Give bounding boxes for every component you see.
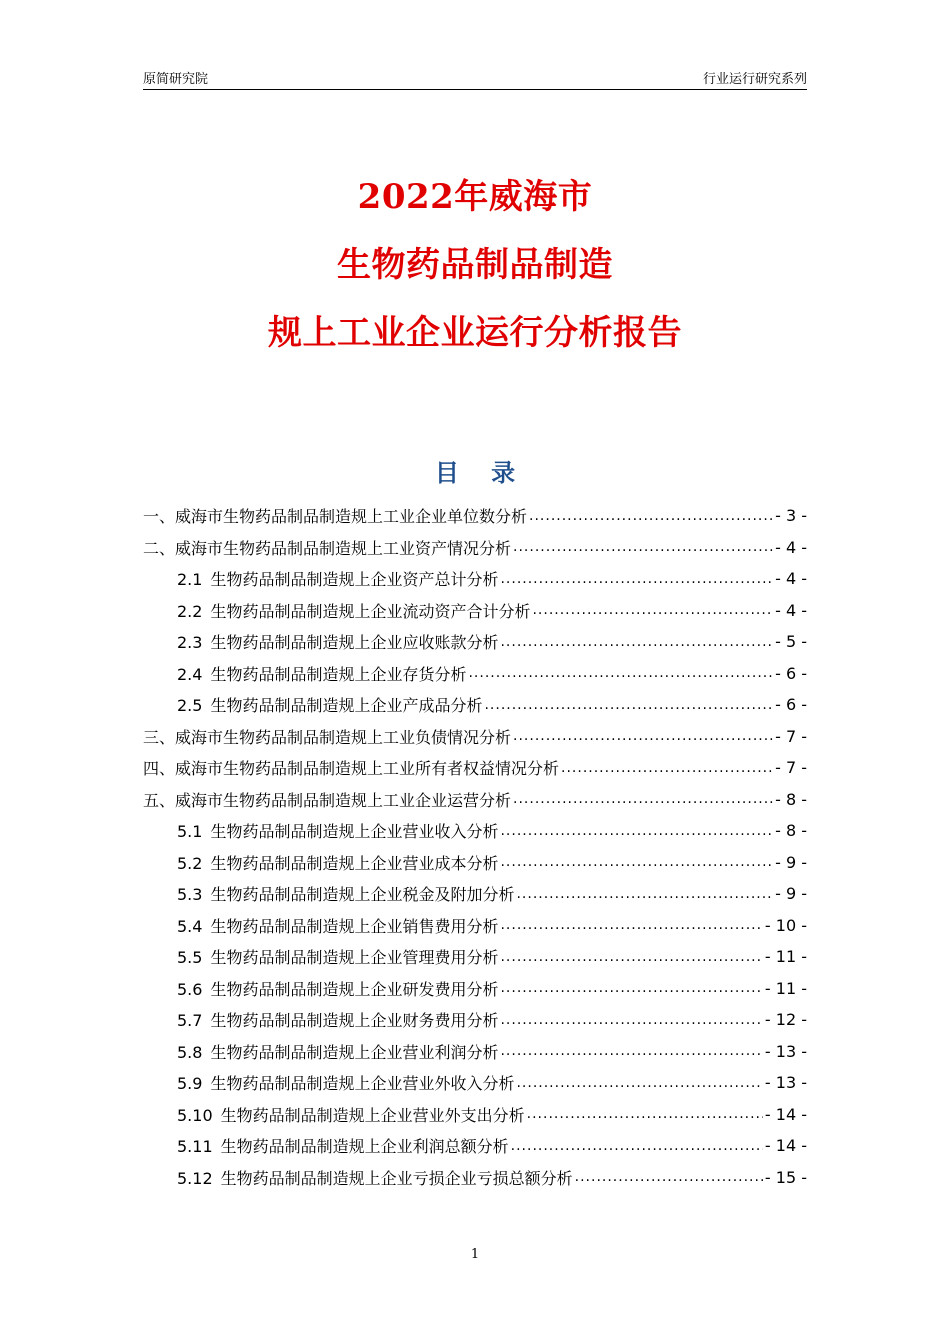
toc-entry-label: 生物药品制品制造规上企业利润总额分析: [220, 1137, 509, 1157]
header-left-text: 原简研究院: [143, 72, 209, 87]
toc-entry-title: [177, 662, 466, 685]
toc-entry-number: 5.4: [177, 916, 203, 936]
toc-entry-label: 生物药品制品制造规上企业产成品分析: [210, 696, 483, 716]
toc-entry-label: 四、威海市生物药品制品制造规上工业所有者权益情况分析: [143, 759, 560, 779]
table-of-contents: [143, 500, 807, 1193]
toc-entry-label: 生物药品制品制造规上企业营业外支出分析: [220, 1105, 525, 1125]
toc-entry-title: [177, 945, 498, 968]
toc-entry-title: [177, 1071, 514, 1094]
toc-entry-page: - 10 -: [764, 915, 807, 935]
toc-entry-label: 生物药品制品制造规上企业营业成本分析: [210, 853, 499, 873]
toc-leader-dots: [500, 823, 773, 839]
toc-entry-page: - 3 -: [775, 506, 807, 526]
toc-entry-page: - 13 -: [764, 1041, 807, 1061]
toc-leader-dots: [532, 602, 773, 618]
title-line-3: 规上工业企业运行分析报告: [268, 313, 682, 353]
toc-entry-label: 生物药品制品制造规上企业流动资产合计分析: [210, 601, 531, 621]
toc-entry-page: - 4 -: [775, 569, 807, 589]
title-line-1: 2022年威海市: [357, 177, 593, 217]
toc-entry[interactable]: [143, 1067, 807, 1099]
report-title: [0, 177, 950, 384]
toc-entry-label: 五、威海市生物药品制品制造规上工业企业运营分析: [143, 790, 512, 810]
toc-entry[interactable]: [143, 595, 807, 627]
toc-entry[interactable]: [143, 752, 807, 784]
toc-entry-page: - 8 -: [775, 821, 807, 841]
toc-entry-title: [177, 882, 514, 905]
toc-leader-dots: [529, 508, 773, 524]
toc-entry-title: [143, 756, 559, 779]
toc-leader-dots: [500, 1012, 762, 1028]
toc-entry-title: [177, 977, 498, 1000]
toc-entry-number: 2.4: [177, 664, 203, 684]
toc-entry-title: [143, 536, 511, 559]
toc-entry-number: 2.2: [177, 601, 203, 621]
toc-leader-dots: [468, 665, 773, 681]
toc-entry-label: 生物药品制品制造规上企业存货分析: [210, 664, 467, 684]
toc-entry-title: [177, 851, 498, 874]
toc-entry-label: 生物药品制品制造规上企业管理费用分析: [210, 948, 499, 968]
toc-leader-dots: [513, 728, 773, 744]
toc-leader-dots: [500, 949, 762, 965]
toc-entry[interactable]: [143, 1162, 807, 1194]
toc-leader-dots: [516, 886, 773, 902]
toc-entry-label: 三、威海市生物药品制品制造规上工业负债情况分析: [143, 727, 512, 747]
toc-entry-title: [177, 1134, 509, 1157]
toc-entry-page: - 12 -: [764, 1010, 807, 1030]
toc-entry-number: 5.11: [177, 1137, 213, 1157]
toc-entry-title: [177, 1008, 498, 1031]
toc-entry-page: - 14 -: [764, 1136, 807, 1156]
toc-entry-title: [177, 1166, 573, 1189]
toc-entry-page: - 7 -: [775, 726, 807, 746]
toc-entry[interactable]: [143, 658, 807, 690]
toc-entry-label: 生物药品制品制造规上企业研发费用分析: [210, 979, 499, 999]
toc-entry[interactable]: [143, 941, 807, 973]
toc-leader-dots: [500, 980, 762, 996]
page-number: 1: [470, 1247, 480, 1262]
toc-entry-number: 5.2: [177, 853, 203, 873]
toc-entry[interactable]: [143, 689, 807, 721]
toc-entry[interactable]: [143, 1004, 807, 1036]
toc-entry-label: 生物药品制品制造规上企业亏损企业亏损总额分析: [220, 1168, 573, 1188]
toc-leader-dots: [561, 760, 773, 776]
toc-leader-dots: [484, 697, 773, 713]
toc-entry-page: - 14 -: [764, 1104, 807, 1124]
toc-entry-label: 生物药品制品制造规上企业销售费用分析: [210, 916, 499, 936]
toc-entry[interactable]: [143, 563, 807, 595]
toc-entry-label: 生物药品制品制造规上企业应收账款分析: [210, 633, 499, 653]
toc-entry-label: 一、威海市生物药品制品制造规上工业企业单位数分析: [143, 507, 528, 527]
title-line-2: 生物药品制品制造: [337, 245, 613, 285]
toc-leader-dots: [500, 917, 762, 933]
toc-entry-label: 生物药品制品制造规上企业营业外收入分析: [210, 1074, 515, 1094]
toc-entry-label: 生物药品制品制造规上企业营业利润分析: [210, 1042, 499, 1062]
toc-entry-number: 2.5: [177, 696, 203, 716]
toc-entry-label: 生物药品制品制造规上企业财务费用分析: [210, 1011, 499, 1031]
toc-entry-page: - 13 -: [764, 1073, 807, 1093]
toc-entry-number: 5.10: [177, 1105, 213, 1125]
toc-entry[interactable]: [143, 878, 807, 910]
toc-leader-dots: [513, 539, 773, 555]
toc-entry-page: - 11 -: [764, 978, 807, 998]
toc-entry-label: 生物药品制品制造规上企业资产总计分析: [210, 570, 499, 590]
toc-entry-page: - 9 -: [775, 852, 807, 872]
toc-entry[interactable]: [143, 532, 807, 564]
toc-entry-title: [177, 567, 498, 590]
toc-entry-number: 5.3: [177, 885, 203, 905]
toc-entry[interactable]: [143, 721, 807, 753]
toc-entry[interactable]: [143, 784, 807, 816]
toc-entry-page: - 9 -: [775, 884, 807, 904]
toc-leader-dots: [527, 1106, 763, 1122]
toc-entry-number: 2.1: [177, 570, 203, 590]
header-divider: [143, 89, 807, 90]
toc-entry-page: - 8 -: [775, 789, 807, 809]
toc-entry-label: 二、威海市生物药品制品制造规上工业资产情况分析: [143, 538, 512, 558]
toc-entry[interactable]: [143, 1130, 807, 1162]
toc-entry-page: - 7 -: [775, 758, 807, 778]
toc-entry-title: [143, 788, 511, 811]
toc-entry-title: [143, 725, 511, 748]
toc-entry[interactable]: [143, 1036, 807, 1068]
toc-entry-title: [177, 819, 498, 842]
toc-entry[interactable]: [143, 1099, 807, 1131]
toc-leader-dots: [511, 1138, 763, 1154]
toc-entry-number: 5.9: [177, 1074, 203, 1094]
toc-entry-page: - 11 -: [764, 947, 807, 967]
toc-entry[interactable]: [143, 626, 807, 658]
toc-entry-title: [177, 599, 530, 622]
toc-entry[interactable]: [143, 973, 807, 1005]
toc-entry-title: [143, 504, 527, 527]
toc-entry-page: - 5 -: [775, 632, 807, 652]
toc-leader-dots: [500, 854, 773, 870]
toc-entry[interactable]: [143, 815, 807, 847]
toc-entry-title: [177, 1103, 525, 1126]
toc-entry-page: - 4 -: [775, 537, 807, 557]
toc-entry-title: [177, 1040, 498, 1063]
toc-leader-dots: [575, 1169, 763, 1185]
toc-leader-dots: [516, 1075, 762, 1091]
toc-entry-page: - 6 -: [775, 695, 807, 715]
toc-entry-title: [177, 914, 498, 937]
toc-entry-number: 2.3: [177, 633, 203, 653]
toc-leader-dots: [500, 634, 773, 650]
header-right-text: 行业运行研究系列: [702, 72, 807, 87]
toc-entry-number: 5.12: [177, 1168, 213, 1188]
toc-entry-page: - 6 -: [775, 663, 807, 683]
toc-entry-label: 生物药品制品制造规上企业营业收入分析: [210, 822, 499, 842]
toc-leader-dots: [513, 791, 773, 807]
toc-entry[interactable]: [143, 910, 807, 942]
toc-entry[interactable]: [143, 500, 807, 532]
toc-leader-dots: [500, 1043, 762, 1059]
toc-entry-title: [177, 693, 482, 716]
toc-entry-page: - 15 -: [764, 1167, 807, 1187]
toc-heading: 目 录: [434, 459, 528, 487]
toc-entry-number: 5.8: [177, 1042, 203, 1062]
toc-entry-title: [177, 630, 498, 653]
toc-leader-dots: [500, 571, 773, 587]
toc-entry-number: 5.1: [177, 822, 203, 842]
toc-entry-label: 生物药品制品制造规上企业税金及附加分析: [210, 885, 515, 905]
toc-entry-number: 5.7: [177, 1011, 203, 1031]
toc-entry-number: 5.6: [177, 979, 203, 999]
toc-entry-number: 5.5: [177, 948, 203, 968]
toc-entry[interactable]: [143, 847, 807, 879]
toc-entry-page: - 4 -: [775, 600, 807, 620]
